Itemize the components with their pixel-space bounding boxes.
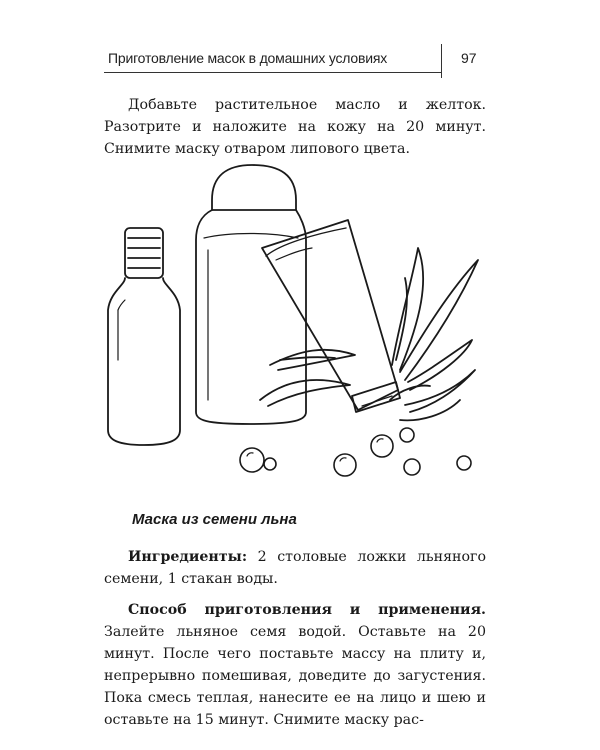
section-title: Маска из семени льна xyxy=(132,511,297,528)
method-text: Залейте льняное семя водой. Оставьте на 20 минут. После чего поставьте массу на плиту и, непрерывно помешивая, доведите до загустения. Пока смесь теплая, нанесите ее на лицо и шею и оставьте на 15 минут. Снимите маску рас- xyxy=(104,624,486,728)
page-number: 97 xyxy=(461,50,477,66)
method-paragraph xyxy=(104,599,486,731)
small-bottle-icon xyxy=(108,228,180,445)
ingredients-paragraph xyxy=(104,546,486,590)
pearls-icon xyxy=(240,428,471,476)
running-header xyxy=(104,44,477,72)
method-label: Способ приготовления и применения. xyxy=(128,602,486,618)
header-rule-horizontal xyxy=(104,72,441,73)
ingredients-text: 2 столовые ложки льняного семени, 1 стакан воды. xyxy=(104,549,486,587)
leaves-icon xyxy=(260,248,478,420)
header-rule-vertical xyxy=(441,44,442,78)
running-header-title: Приготовление масок в домашних условиях xyxy=(108,50,388,66)
intro-paragraph: Добавьте растительное масло и желток. Разотрите и наложите на кожу на 20 минут. Снимите маску отваром липового цвета. xyxy=(104,97,486,157)
tube-icon xyxy=(262,220,400,412)
ingredients-label: Ингредиенты: xyxy=(128,549,248,565)
cosmetic-bottles-illustration-icon xyxy=(100,160,500,490)
